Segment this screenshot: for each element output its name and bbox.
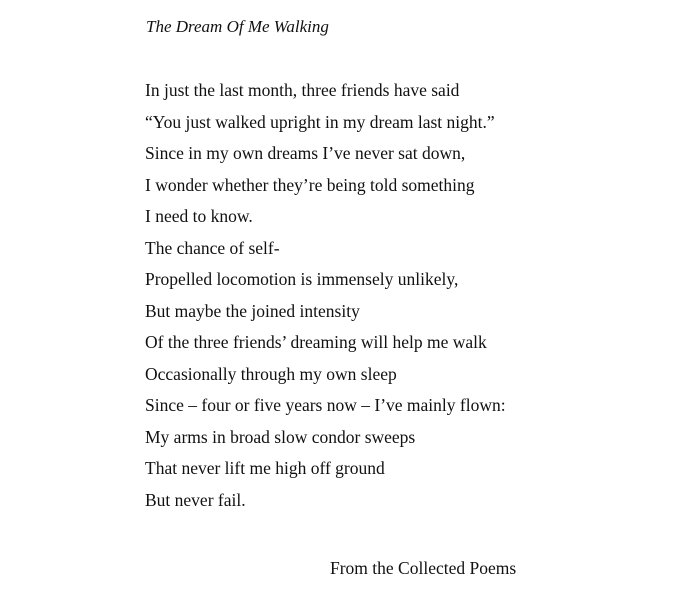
poem-line: I wonder whether they’re being told something — [145, 174, 475, 195]
poem-line: “You just walked upright in my dream last night.” — [145, 111, 495, 132]
poem-line: Occasionally through my own sleep — [145, 363, 397, 384]
poem-line: Of the three friends’ dreaming will help me walk — [145, 332, 487, 352]
poem-body — [145, 79, 665, 520]
poem-line: But maybe the joined intensity — [145, 300, 360, 321]
poem-line: That never lift me high off ground — [145, 458, 385, 478]
poem-line: I need to know. — [145, 206, 253, 226]
poem-line: Propelled locomotion is immensely unlikely, — [145, 269, 459, 289]
poem-line: The chance of self- — [145, 237, 280, 258]
poem-line: Since – four or five years now – I’ve mainly flown: — [145, 395, 506, 415]
poem-line: My arms in broad slow condor sweeps — [145, 426, 416, 447]
poem-source: From the Collected Poems — [330, 558, 517, 578]
poem-line: In just the last month, three friends have said — [145, 80, 460, 100]
poem-title: The Dream Of Me Walking — [146, 17, 329, 36]
poem-line: Since in my own dreams I’ve never sat down, — [145, 143, 466, 163]
poem-line: But never fail. — [145, 489, 246, 510]
